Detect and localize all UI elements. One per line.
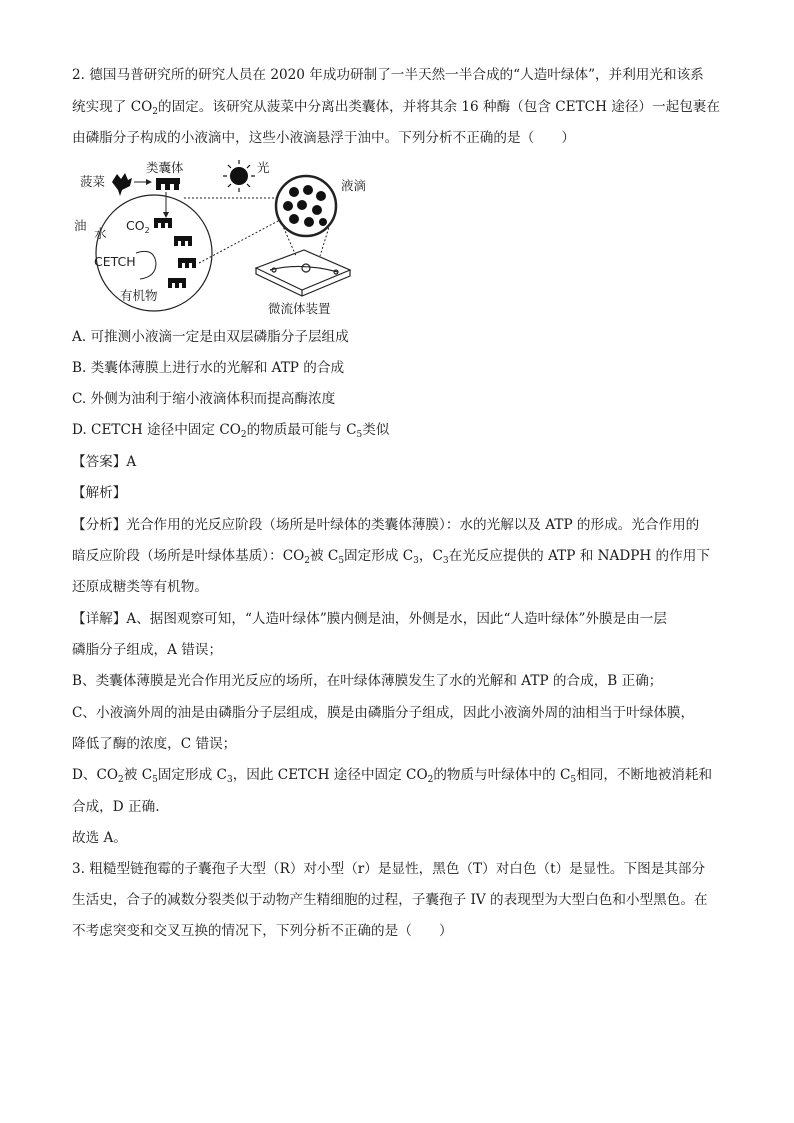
xiangjie-c-2: 降低了酶的浓度，C 错误； [72, 736, 237, 752]
label-cetch: CETCH [94, 254, 136, 269]
option-b: B. 类囊体薄膜上进行水的光解和 ATP 的合成 [72, 360, 345, 376]
q2-stem-line-1: 2. 德国马普研究所的研究人员在 2020 年成功研制了一半天然一半合成的“人造叶绿体”，并利用光和该系 [72, 67, 704, 83]
option-c: C. 外侧为油利于缩小液滴体积而提高酶浓度 [72, 391, 336, 407]
thylakoid-clusters [154, 218, 196, 288]
fenxi-line-1: 【分析】光合作用的光反应阶段（场所是叶绿体的类囊体薄膜）：水的光解以及 ATP 的形成。光合作用的 [72, 517, 700, 533]
droplet-contents [283, 185, 327, 227]
label-oil: 油 [74, 218, 87, 233]
answer: 【答案】A [72, 454, 137, 470]
label-device: 微流体装置 [268, 301, 331, 316]
xiangjie-b: B、类囊体薄膜是光合作用光反应的场所，在叶绿体薄膜发生了水的光解和 ATP 的合成，B 正确； [72, 673, 663, 689]
label-organic-matter: 有机物 [120, 288, 158, 303]
xiangjie-d-2: 合成，D 正确. [72, 799, 160, 815]
microfluidic-device-icon [256, 250, 350, 296]
xiangjie-line-2: 磷脂分子组成，A 错误； [72, 642, 223, 658]
thylakoid-icon [156, 178, 180, 190]
q2-stem-line-3: 由磷脂分子构成的小液滴中，这些小液滴悬浮于油中。下列分析不正确的是（ ） [72, 130, 575, 146]
fenxi-line-3: 还原成糖类等有机物。 [72, 579, 208, 595]
q2-stem-line-2: 统实现了 $CO_2$的固定。该研究从菠菜中分离出类囊体，并将其余 16 种酶（包含 CETCH 途径）一起包裹在 [72, 99, 720, 117]
option-a: A. 可推测小液滴一定是由双层磷脂分子层组成 [72, 329, 349, 345]
choose-answer: 故选 A。 [72, 830, 127, 846]
sun-icon [223, 160, 255, 192]
xiangjie-c-1: C、小液滴外周的油是由磷脂分子层组成，膜是由磷脂分子组成，因此小液滴外周的油相当于叶绿体膜， [72, 705, 695, 721]
xiangjie-line-1: 【详解】A、据图观察可知，“人造叶绿体”膜内侧是油，外侧是水，因此“人造叶绿体”外膜是由一层 [72, 611, 667, 627]
label-spinach: 菠菜 [80, 174, 106, 189]
label-co2: $CO_2$ [126, 218, 150, 235]
analysis-label: 【解析】 [72, 485, 127, 501]
artificial-chloroplast-figure [74, 158, 384, 318]
q3-stem-line-2: 生活史，合子的减数分裂类似于动物产生精细胞的过程，子囊孢子 IV 的表现型为大型白色和小型黑色。在 [72, 892, 708, 908]
label-light: 光 [257, 160, 270, 175]
label-droplet: 液滴 [341, 178, 367, 193]
q3-stem-line-1: 3. 粗糙型链孢霉的子囊孢子大型（R）对小型（r）是显性，黑色（T）对白色（t）是显性。下图是其部分 [72, 861, 706, 877]
label-thylakoid: 类囊体 [146, 160, 184, 175]
spinach-icon [112, 173, 132, 196]
xiangjie-d-1: D、$CO_2$被 $C_5$固定形成 $C_3$，因此 CETCH 途径中固定 $CO_2$的物质与叶绿体中的 $C_5$相同，不断地被消耗和 [72, 767, 713, 785]
fenxi-line-2: 暗反应阶段（场所是叶绿体基质）：$CO_2$被 $C_5$固定形成 $C_3$，$C_3$在光反应提供的 ATP 和 NADPH 的作用下 [72, 548, 710, 566]
label-water: 水 [94, 226, 107, 241]
q3-stem-line-3: 不考虑突变和交叉互换的情况下，下列分析不正确的是（ ） [72, 923, 453, 939]
option-d: D. CETCH 途径中固定 $CO_2$的物质最可能与 $C_5$类似 [72, 422, 390, 440]
